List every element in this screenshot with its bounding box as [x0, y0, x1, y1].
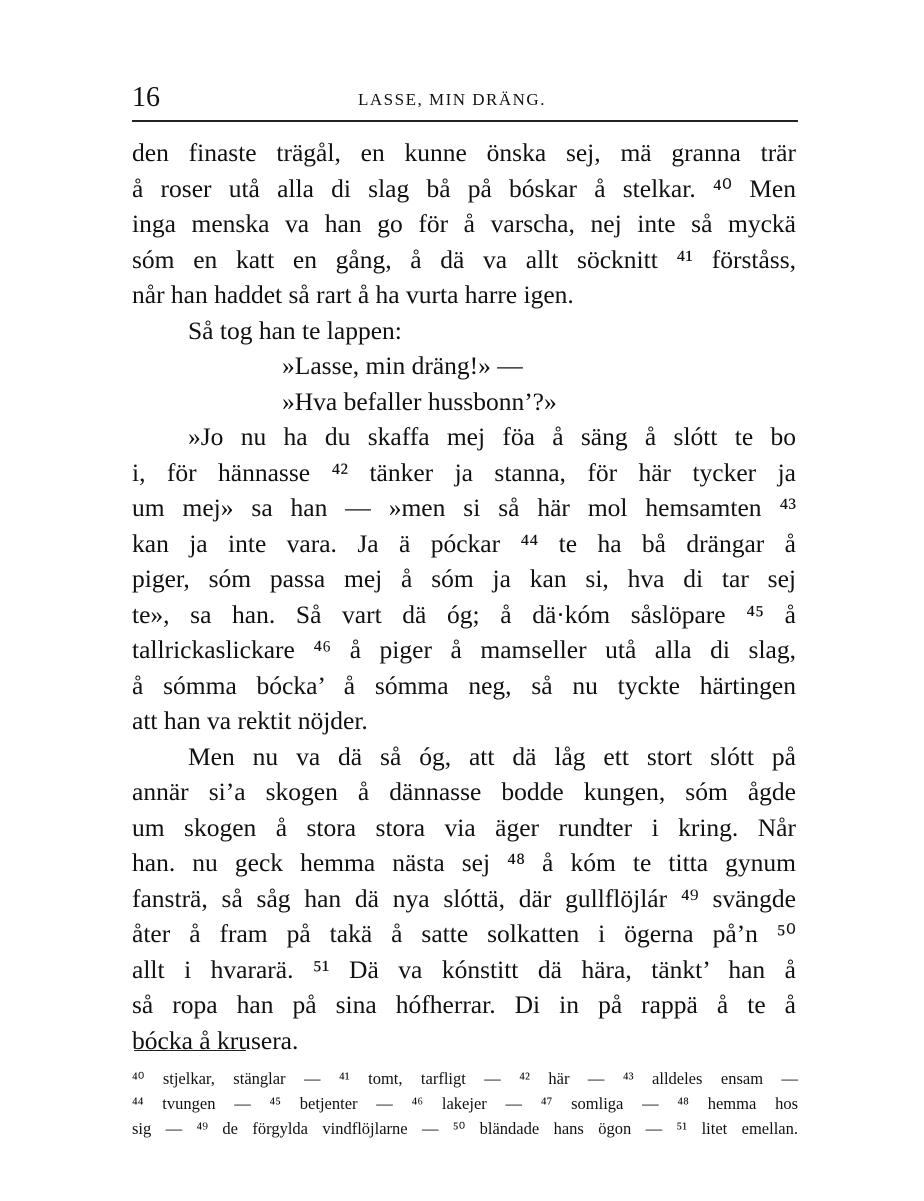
text-line: bócka å krusera.: [132, 1025, 299, 1055]
text-line: tallrickaslickare ⁴⁶ å piger å mamseller utå alla di slag,: [132, 635, 796, 664]
page-number: 16: [132, 82, 160, 113]
text-line: når han haddet så rart å ha vurta harre igen.: [132, 280, 574, 309]
text-line: um mej» sa han — »men si så här mol hemsamten ⁴³: [132, 493, 796, 522]
text-line: han. nu geck hemma nästa sej ⁴⁸ å kóm te titta gynum: [132, 848, 796, 877]
text-line: fansträ, så såg han dä nya slóttä, där gullflöjlár ⁴⁹ svängde: [132, 883, 796, 913]
footnote-rule: [134, 1050, 246, 1051]
text-line: så ropa han på sina hófherrar. Di in på rappä å te å: [132, 990, 796, 1019]
text-line: »Jo nu ha du skaffa mej föa å säng å slótt te bo: [188, 422, 796, 451]
text-line: um skogen å stora stora via äger rundter i kring. Når: [132, 812, 796, 842]
text-line: Men nu va dä så óg, att dä låg ett stort slótt på: [188, 741, 796, 771]
text-line: i, för hännasse ⁴² tänker ja stanna, för här tycker ja: [132, 457, 796, 487]
running-title: LASSE, MIN DRÄNG.: [358, 90, 546, 109]
footnote-line: ⁴⁴ tvungen — ⁴⁵ betjenter — ⁴⁶ lakejer — ⁴⁷ somliga — ⁴⁸ hemma hos: [132, 1094, 798, 1113]
text-line: piger, sóm passa mej å sóm ja kan si, hva di tar sej: [132, 564, 796, 593]
text-line: allt i hvararä. ⁵¹ Dä va kónstitt dä hära, tänkt’ han å: [132, 954, 796, 984]
text-line: te», sa han. Så vart dä óg; å dä·kóm såslöpare ⁴⁵ å: [132, 599, 796, 629]
body-text: [132, 135, 796, 1058]
text-line: Så tog han te lappen:: [188, 315, 402, 345]
page-header: [132, 82, 798, 118]
text-line: den finaste trägål, en kunne önska sej, mä granna trär: [132, 138, 796, 167]
text-line: »Lasse, min dräng!» —: [282, 351, 523, 380]
text-line: å roser utå alla di slag bå på bóskar å stelkar. ⁴⁰ Men: [132, 173, 796, 203]
footnote-line: ⁴⁰ stjelkar, stänglar — ⁴¹ tomt, tarfligt — ⁴² här — ⁴³ alldeles ensam —: [132, 1069, 798, 1088]
footnotes: [132, 1066, 798, 1141]
text-line: »Hva befaller hussbonn’?»: [282, 386, 557, 416]
text-line: inga menska va han go för å varscha, nej inte så myckä: [132, 209, 796, 238]
text-line: annär si’a skogen å dännasse bodde kungen, sóm ågde: [132, 777, 796, 806]
text-line: att han va rektit nöjder.: [132, 706, 368, 735]
text-line: åter å fram på takä å satte solkatten i ögerna på’n ⁵⁰: [132, 919, 796, 948]
header-rule: [132, 120, 798, 122]
text-line: sóm en katt en gång, å dä va allt söcknitt ⁴¹ förståss,: [132, 244, 796, 274]
text-line: kan ja inte vara. Ja ä póckar ⁴⁴ te ha bå drängar å: [132, 528, 796, 558]
text-line: å sómma bócka’ å sómma neg, så nu tyckte härtingen: [132, 670, 796, 700]
footnote-line: sig — ⁴⁹ de förgylda vindflöjlarne — ⁵⁰ bländade hans ögon — ⁵¹ litet emellan.: [132, 1119, 798, 1138]
